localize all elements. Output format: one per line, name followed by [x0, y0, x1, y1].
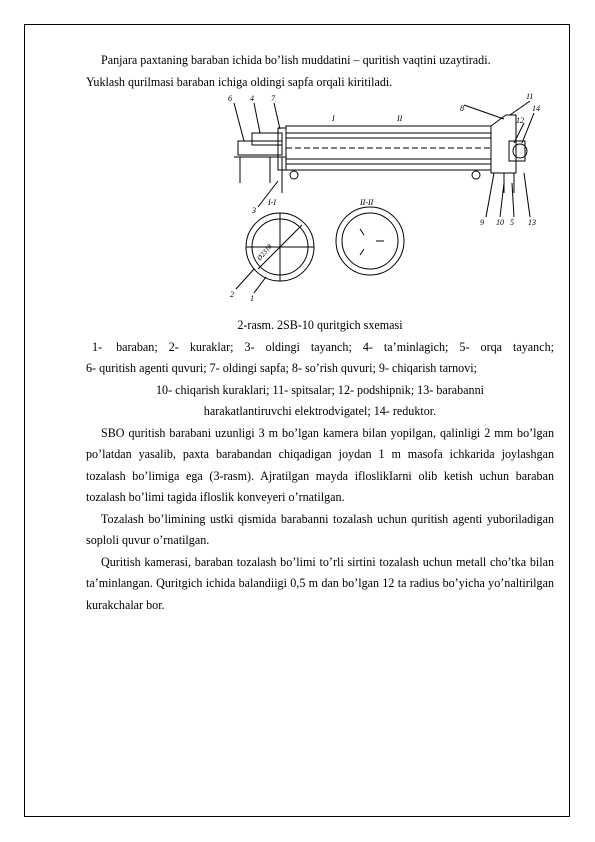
label-10: 10 [496, 218, 504, 227]
label-2: 2 [230, 290, 234, 299]
label-3: 3 [252, 206, 256, 215]
cross-section-1 [246, 213, 314, 281]
label-section-I: I [332, 114, 335, 123]
label-I-I: I-I [268, 198, 276, 207]
paragraph-2: Tozalash bo’limining ustki qismida barabanni tozalash uchun quritish agenti yuboriladigan soploli quvur o’rnatilgan. [86, 511, 554, 547]
legend-line-2: 6- quritish agenti quvuri; 7- oldingi sapfa; 8- so’rish quvuri; 9- chiqarish tarnovi; [86, 361, 477, 375]
feed-pipe [238, 141, 282, 155]
legend-line-4: harakatlantiruvchi elektrodvigatel; 14- reduktor. [203, 404, 437, 418]
label-7: 7 [271, 94, 275, 103]
label-12: 12 [516, 116, 524, 125]
document-body [86, 50, 554, 616]
label-II-II: II-II [360, 198, 374, 207]
label-1: 1 [250, 294, 254, 303]
label-diameter: Ø2318 [255, 242, 274, 263]
intro-line-2: Yuklash qurilmasi baraban ichiga oldingi sapfa orqali kiritiladi. [86, 74, 393, 89]
label-section-II: II [397, 114, 403, 123]
cross-section-2 [336, 207, 404, 275]
label-13: 13 [528, 218, 536, 227]
legend-line-3: 10- chiqarish kuraklari; 11- spitsalar; 12- podshipnik; 13- barabanni [155, 382, 485, 397]
label-9: 9 [480, 218, 484, 227]
legend-text-1: baraban; 2- kuraklar; 3- oldingi tayanch; 4- ta’minlagich; 5- orqa tayanch; [116, 339, 554, 354]
dryer-diagram [86, 93, 554, 311]
dryer-schematic [214, 93, 544, 311]
label-14: 14 [532, 104, 540, 113]
legend-number: 1- [92, 339, 103, 354]
label-11: 11 [526, 93, 534, 101]
label-8: 8 [460, 104, 464, 113]
label-6: 6 [228, 94, 232, 103]
intro-line-1: Panjara paxtaning baraban ichida bo’lish muddatini – quritish vaqtini uzaytiradi. [101, 53, 491, 67]
label-5: 5 [510, 218, 514, 227]
paragraph-3: Quritish kamerasi, baraban tozalash bo’limi to’rli sirtini tozalash uchun metall cho’tka bilan ta’minlangan. Quritgich ichida balandiigi 0,5 m dan bo’lgan 12 ta radius bo’yicha yo’naltirilgan kurakchalar bor. [86, 554, 554, 612]
figure-caption: 2-rasm. 2SB-10 quritgich sxemasi [237, 318, 403, 332]
paragraph-1: SBO quritish barabani uzunligi 3 m bo’lgan kamera bilan yopilgan, qalinligi 2 mm bo’lgan po’latdan yasalib, paxta barabandan chiqadigan joydan 1 m masofa ichkarida joylashgan tozalash bo’limiga ega (3-rasm). Ajratilgan mayda ifloslikIarni olib ketish uchun baraban tozalash bo’limi tagida ifloslik konveyeri o’rnatilgan. [86, 425, 554, 504]
legend-line-1 [86, 337, 554, 359]
label-4: 4 [250, 94, 254, 103]
